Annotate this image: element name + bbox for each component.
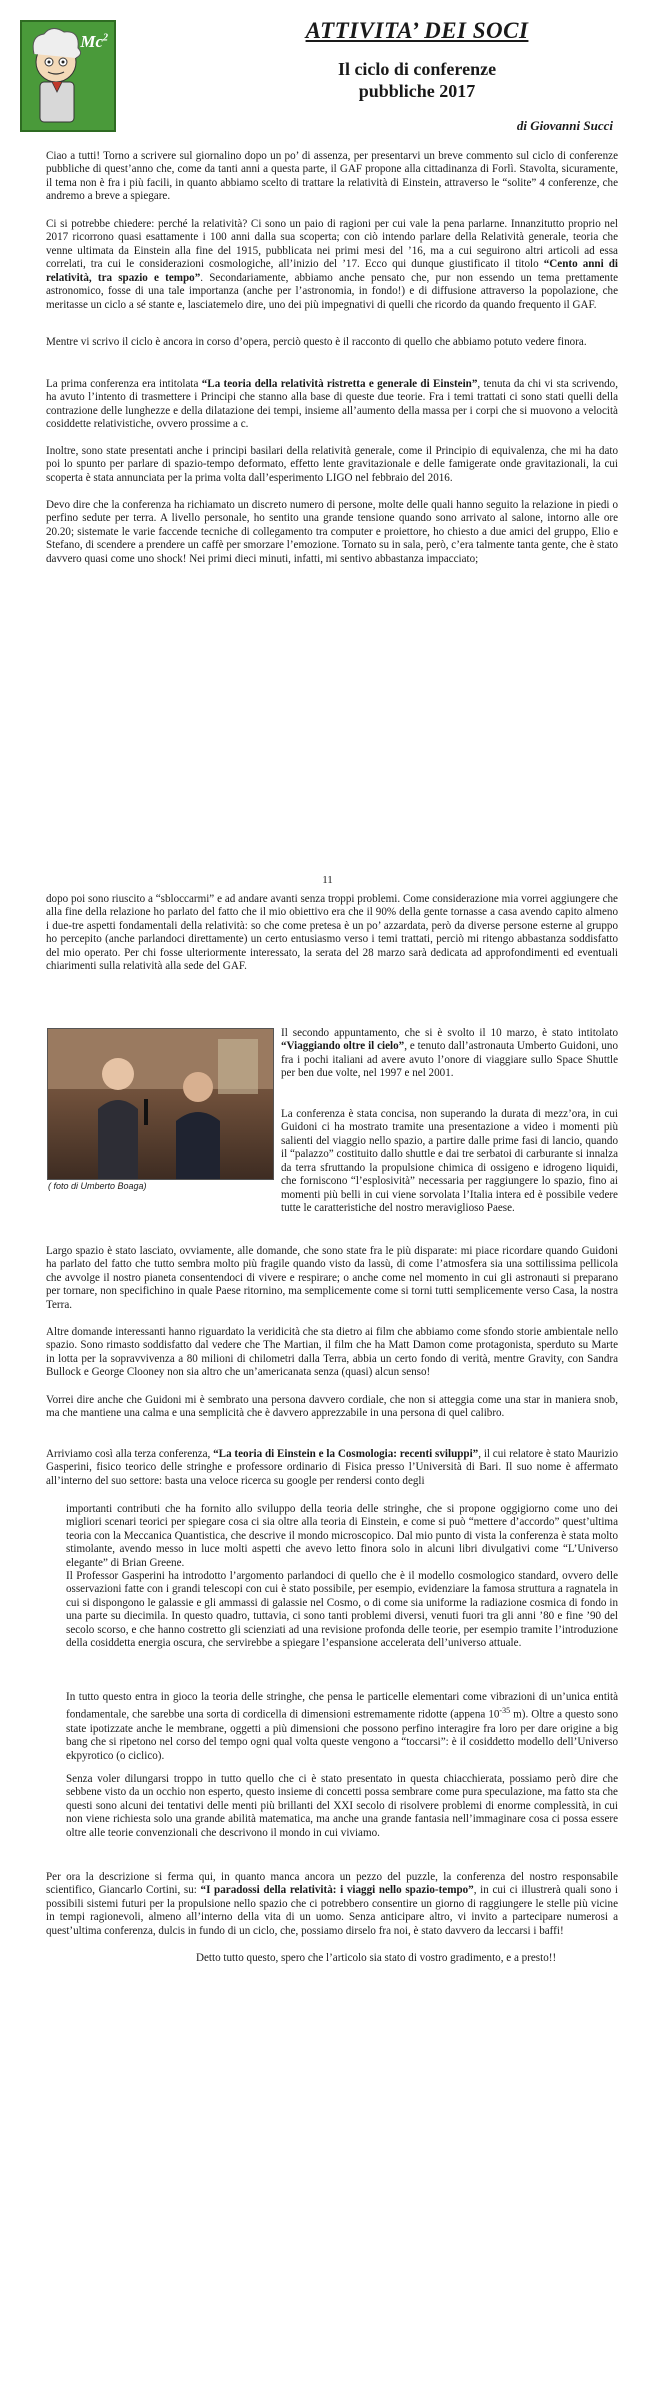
fourth-conference-paragraph: Per ora la descrizione si ferma qui, in quanto manca ancora un pezzo del puzzle, la conferenza del nostro responsabile scientifico, Giancarlo Cortini, su: “I paradossi della relatività: i viaggi nello spazio-tempo”, in cui ci illustrerà quali sono i possibili sistemi futuri per la propulsione nello spazio che ci potrebbero consentire un giorno di raggiungere le stelle più vicine in tempi ragionevoli, almeno all’interno della vita di un uomo. Senza anticipare altro, vi invito a partecipare numerosi a quest’ultima conferenza, dulcis in fundo di un ciclo, che, possiamo dirselo fra noi, è stato davvero da leccarsi i baffi! [46, 1871, 618, 1937]
films-paragraph: Altre domande interessanti hanno riguardato la veridicità che sta dietro ai film che abbiamo come sfondo storie ambientale nello spazio. Sono rimasto soddisfatto dal vedere che The Martian, il film che ha Matt Damon come protagonista, sperduto su Marte in lotta per la sopravvivenza a 80 milioni di chilometri dalla Terra, abbia un certo fondo di verità, mentre Gravity, con Sandra Bullock e George Clooney non sia altro che un’americanata senza (quasi) alcun senso! [46, 1326, 618, 1379]
string-theory-contributions-paragraph: importanti contributi che ha fornito allo sviluppo della teoria delle stringhe, che si propone oggigiorno come uno dei migliori scenari teorici per spiegare cosa ci sia oltre alla teoria di Einstein, e come si può “mettere d’accordo” quest’ultima teoria con la Meccanica Quantistica, che descrive il mondo microscopico. Dal mio punto di vista la conferenza è stata molto stimolante, avendo messo in luce molti aspetti che avevo letto finora solo in alcuni libri divulgativi come “L’Universo elegante” di Brian Greene. [66, 1503, 618, 1569]
why-relativity-paragraph: Ci si potrebbe chiedere: perché la relatività? Ci sono un paio di ragioni per cui vale la pena parlarne. Innanzitutto proprio nel 2017 ricorrono quasi esattamente i 100 anni dalla sua scoperta; con ciò intendo parlare della Relatività generale, teoria che venne ultimata da Einstein alla fine del 1915, pubblicata nei primi mesi del ’16, ma a cui seguirono altri articoli ad essa correlati, tra cui le considerazioni cosmologiche, all’inizio del ’17. Ecco qui dunque giustificato il titolo “Cento anni di relatività, tra spazio e tempo”. Secondariamente, abbiamo anche pensato che, pur non essendo un tema prettamente astronomico, fosse di una tale importanza (anche per l’astronomia, in fondo!) e di diffusione attraverso la popolazione, che meritasse un ciclo a sé stante e, lasciatemelo dire, uno dei più impegnativi di quelli che ricordo da quando frequento il GAF. [46, 218, 618, 311]
satisfaction-paragraph: dopo poi sono riuscito a “sbloccarmi” e ad andare avanti senza troppi problemi. Come considerazione mia vorrei aggiungere che alla fine della relazione ho parlato del fatto che il mio obiettivo era che il 90% della gente tornasse a casa avendo capito almeno i due-tre aspetti fondamentali della relatività: so che come pretesa è un po’ azzardata, però da diverse persone esterne al gruppo ho percepito (anche parlandoci direttamente) un certo entusiasmo verso i temi trattati, perciò mi ritengo abbastanza soddisfatto del mio operato. Per chi fosse ulteriormente interessato, la serata del 28 marzo sarà dedicata ad approfondimenti ed eventuali chiarimenti sulla relatività alla sede del GAF. [46, 893, 618, 973]
questions-paragraph: Largo spazio è stato lasciato, ovviamente, alle domande, che sono state fra le più disparate: mi piace ricordare quando Guidoni ha parlato del fatto che tutto sembra molto più fragile quando visto da lassù, di come l’atmosfera sia una sottilissima pellicola che avvolge il nostro pianeta consentendoci di vivere e respirare; o anche come nel momento in cui gli astronauti si preparano per tornare, non specifichino in quale Paese ritornino, ma semplicemente come si torni tutti semplicemente verso Casa, la nostra Terra. [46, 1245, 618, 1311]
article-title: Il ciclo di conferenze pubbliche 2017 [337, 59, 497, 101]
page-number: 11 [322, 874, 333, 886]
intro-paragraph: Ciao a tutti! Torno a scrivere sul giornalino dopo un po’ di assenza, per presentarvi un breve commento sul ciclo di conferenze pubbliche di quest’anno che, come da tanti anni a questa parte, il GAF propone alla cittadinanza di Forlì. Stavolta, sicuramente, il tema non è fra i più facili, in quanto abbiamo scelto di trattare la relatività di Einstein, attraverso le “solite” 4 conferenze, che andremo a breve a spiegare. [46, 150, 618, 203]
general-relativity-paragraph: Inoltre, sono state presentati anche i principi basilari della relatività generale, come il Principio di equivalenza, che mi ha dato poi lo spunto per parlare di spazio-tempo deformato, effetto lente gravitazionale e delle famigerate onde gravitazionali, la cui scoperta è stata annunciata per la prima volta dall’esperimento LIGO nel febbraio del 2016. [46, 445, 618, 484]
cosmological-model-paragraph: Il Professor Gasperini ha introdotto l’argomento parlandoci di quello che è il modello cosmologico standard, ovvero delle osservazioni fatte con i grandi telescopi con cui è stato possibile, per esempio, evidenziare la famosa struttura a ragnatela in cui si dispongono le galassie e gli ammassi di galassie nel Cosmo, o di come sia uniforme la radiazione cosmica di fondo in una parte su diecimila. In questo quadro, tuttavia, ci sono tanti problemi diversi, venuti fuori tra gli anni ’80 e fine ’90 del secolo scorso, e che hanno costretto gli scienziati ad una revisione profonda delle teorie, per esempio tramite l’introduzione della cosiddetta energia oscura, che servirebbe a spiegare l’espansione accelerata dell’universo attuale. [66, 1570, 618, 1650]
audience-paragraph: Devo dire che la conferenza ha richiamato un discreto numero di persone, molte delle quali hanno seguito la relazione in piedi o perfino sedute per terra. A livello personale, ho sentito una grande tensione quando sono arrivato al salone, intorno alle ore 20.20; sistemate le varie faccende tecniche di collegamento tra computer e proiettore, ho chiesto a due amici del gruppo, Elio e Stefano, di scendere a prendere un caffè per smorzare l’emozione. Tornato su in sala, però, c’era talmente tanta gente, che è stato davvero quasi come uno shock! Nei primi dieci minuti, infatti, mi sentivo abbastanza impacciato; [46, 499, 618, 565]
strings-membranes-paragraph: In tutto questo entra in gioco la teoria delle stringhe, che pensa le particelle elementari come vibrazioni di un’unica entità fondamentale, che sarebbe una sorta di cordicella di dimensioni estremamente ridotte (appena $10^{-35}$ m). Oltre a questo sono state ipotizzate anche le membrane, oggetti a più dimensioni che possono perfino interagire fra loro per dare origine a big bang che si ripetono nel corso del tempo ogni qual volta queste vengono a “toccarsi”: è il cosiddetto modello dell’Universo ekpyrotico (o ciclico). [66, 1691, 618, 1762]
photo-caption: ( foto di Umberto Boaga) [48, 1181, 147, 1191]
ongoing-cycle-paragraph: Mentre vi scrivo il ciclo è ancora in corso d’opera, perciò questo è il racconto di quello che abbiamo potuto vedere finora. [46, 336, 587, 348]
third-conference-paragraph: Arriviamo così alla terza conferenza, “La teoria di Einstein e la Cosmologia: recenti sviluppi”, il cui relatore è stato Maurizio Gasperini, fisico teorico delle stringhe e professore ordinario di Fisica presso l’Università di Bari. Il suo nome è affermato all’interno del suo settore: basta una veloce ricerca su google per rendersi conto degli [46, 1448, 618, 1487]
section-title: ATTIVITA’ DEI SOCI [305, 18, 529, 43]
closing-greeting: Detto tutto questo, spero che l’articolo sia stato di vostro gradimento, e a presto!! [196, 1952, 557, 1964]
speculation-paragraph: Senza voler dilungarsi troppo in tutto quello che ci è stato presentato in questa chiacchierata, possiamo però dire che sebbene visto da un occhio non esperto, questo insieme di concetti possa sembrare come pura speculazione, ma fatto sta che questi sono alcuni dei tentativi delle menti più brillanti del XXI secolo di risolvere problemi di enorme complessità, in cui non viene richiesta solo una grande abilità matematica, ma anche una grande fantasia nell’immaginare cosa ci possa essere oltre alle teorie convenzionali che descrivono il mondo in cui viviamo. [66, 1773, 618, 1839]
guidoni-photo [47, 1028, 274, 1180]
second-conference-paragraph: Il secondo appuntamento, che si è svolto il 10 marzo, è stato intitolato “Viaggiando oltre il cielo”, e tenuto dall’astronauta Umberto Guidoni, uno fra i pochi italiani ad avere avuto l’onore di viaggiare sullo Space Shuttle per ben due volte, nel 1997 e nel 2001. [281, 1027, 618, 1080]
einstein-logo [20, 20, 116, 132]
author-byline: di Giovanni Succi [516, 118, 613, 133]
first-conference-paragraph: La prima conferenza era intitolata “La teoria della relatività ristretta e generale di Einstein”, tenuta da chi vi sta scrivendo, ha avuto l’intento di trasmettere i Principi che stanno alla base di queste due teorie. Fra i temi trattati ci sono stati quelli della contrazione delle lunghezze e della dilatazione dei tempi, insieme all’aumento della massa per i corpi che si muovono a velocità cosiddette relativistiche, ovvero prossime a c. [46, 378, 618, 431]
two-speakers-image-icon [48, 1029, 273, 1179]
logo-formula: Mc$^2$ [80, 32, 108, 51]
launch-paragraph-top: La conferenza è stata concisa, non superando la durata di mezz’ora, in cui Guidoni ci ha mostrato tramite una presentazione a video i momenti più salienti del viaggio nello spazio, a partire dalle prime fasi di lancio, quando il “palazzo” costituito dallo shuttle e dai tre serbatoi di carburante si innalza da terra sfruttando la propulsione chimica di ossigeno e idrogeno liquidi, che forniscono “l’esplosività” necessaria per raggiungere lo spazio, fino ai momenti più belli in cui viene sorvolata l’Italia intera ed è possibile vedere tutte le caratteristiche del nostro meraviglioso Paese. [281, 1108, 618, 1215]
guidoni-personality-paragraph: Vorrei dire anche che Guidoni mi è sembrato una persona davvero cordiale, che non si atteggia come una star in maniera snob, ma che mantiene una calma e una semplicità che è davvero apprezzabile in una persona di quel calibro. [46, 1394, 618, 1420]
